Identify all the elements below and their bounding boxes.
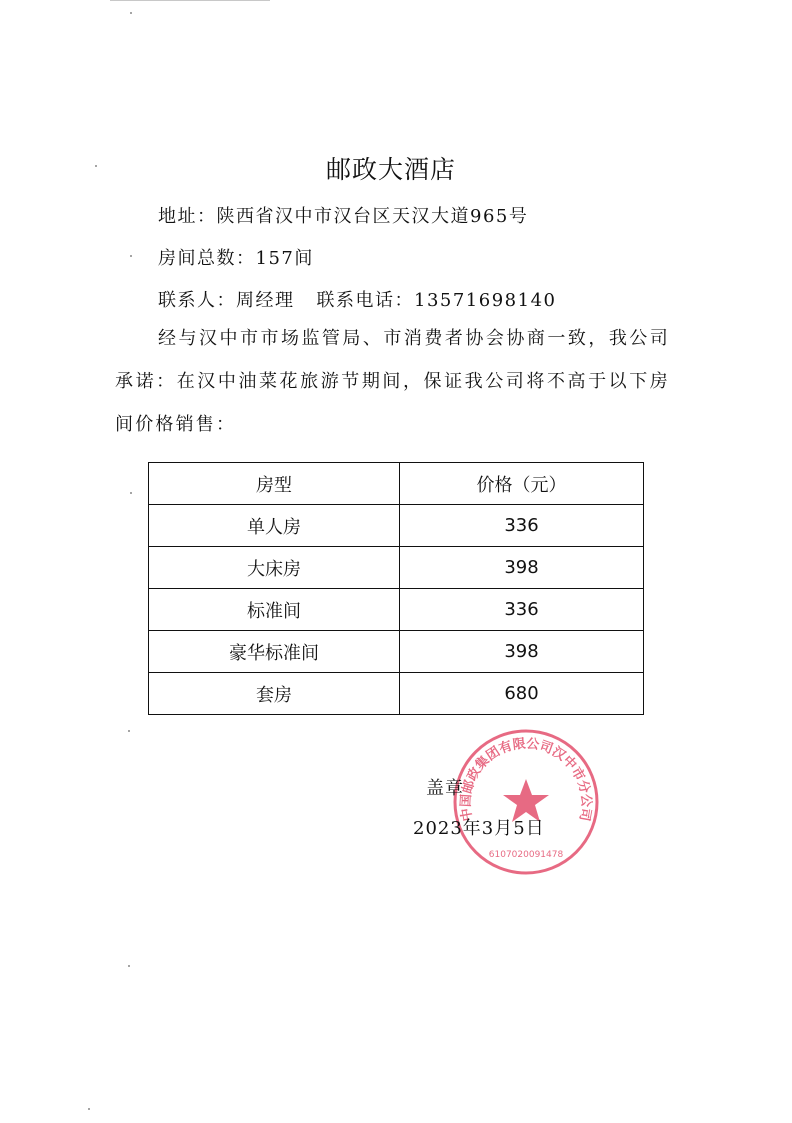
table-header-row — [149, 463, 644, 505]
scan-speck — [128, 965, 130, 967]
signing-date: 2023年3月5日 — [413, 818, 545, 839]
table-row — [149, 505, 644, 547]
scan-edge-line — [110, 0, 270, 1]
table-row — [149, 673, 644, 715]
price-cell: 398 — [400, 631, 644, 673]
commitment-paragraph: 经与汉中市市场监管局、市消费者协会协商一致，我公司承诺：在汉中油菜花旅游节期间，保证我公司将不高于以下房间价格销售： — [115, 328, 670, 435]
room-type-cell: 套房 — [149, 673, 400, 715]
scan-speck — [128, 730, 130, 732]
scan-speck — [130, 492, 132, 494]
contact-phone: 联系电话：13571698140 — [316, 290, 557, 311]
seal-code: 6107020091478 — [488, 850, 564, 860]
table-row — [149, 547, 644, 589]
contact-line — [158, 286, 556, 312]
price-cell: 398 — [400, 547, 644, 589]
scan-speck — [130, 255, 132, 257]
price-cell: 336 — [400, 589, 644, 631]
price-table — [148, 462, 644, 715]
seal-ring-text: 中国邮政集团有限公司汉中市分公司 — [458, 736, 594, 823]
room-type-cell: 豪华标准间 — [149, 631, 400, 673]
price-cell: 680 — [400, 673, 644, 715]
room-type-cell: 标准间 — [149, 589, 400, 631]
scan-speck — [88, 1108, 90, 1110]
column-header-room-type: 房型 — [149, 463, 400, 505]
room-type-cell: 大床房 — [149, 547, 400, 589]
document-title: 邮政大酒店 — [325, 155, 456, 184]
room-type-cell: 单人房 — [149, 505, 400, 547]
room-count-line: 房间总数：157间 — [158, 248, 314, 269]
scan-speck — [130, 12, 132, 14]
address-line: 地址：陕西省汉中市汉台区天汉大道965号 — [158, 206, 529, 227]
stamp-label: 盖章 — [426, 778, 464, 799]
column-header-price: 价格（元） — [400, 463, 644, 505]
price-cell: 336 — [400, 505, 644, 547]
contact-person: 联系人：周经理 — [158, 290, 295, 311]
table-row — [149, 631, 644, 673]
table-row — [149, 589, 644, 631]
official-seal-stamp — [451, 727, 601, 877]
